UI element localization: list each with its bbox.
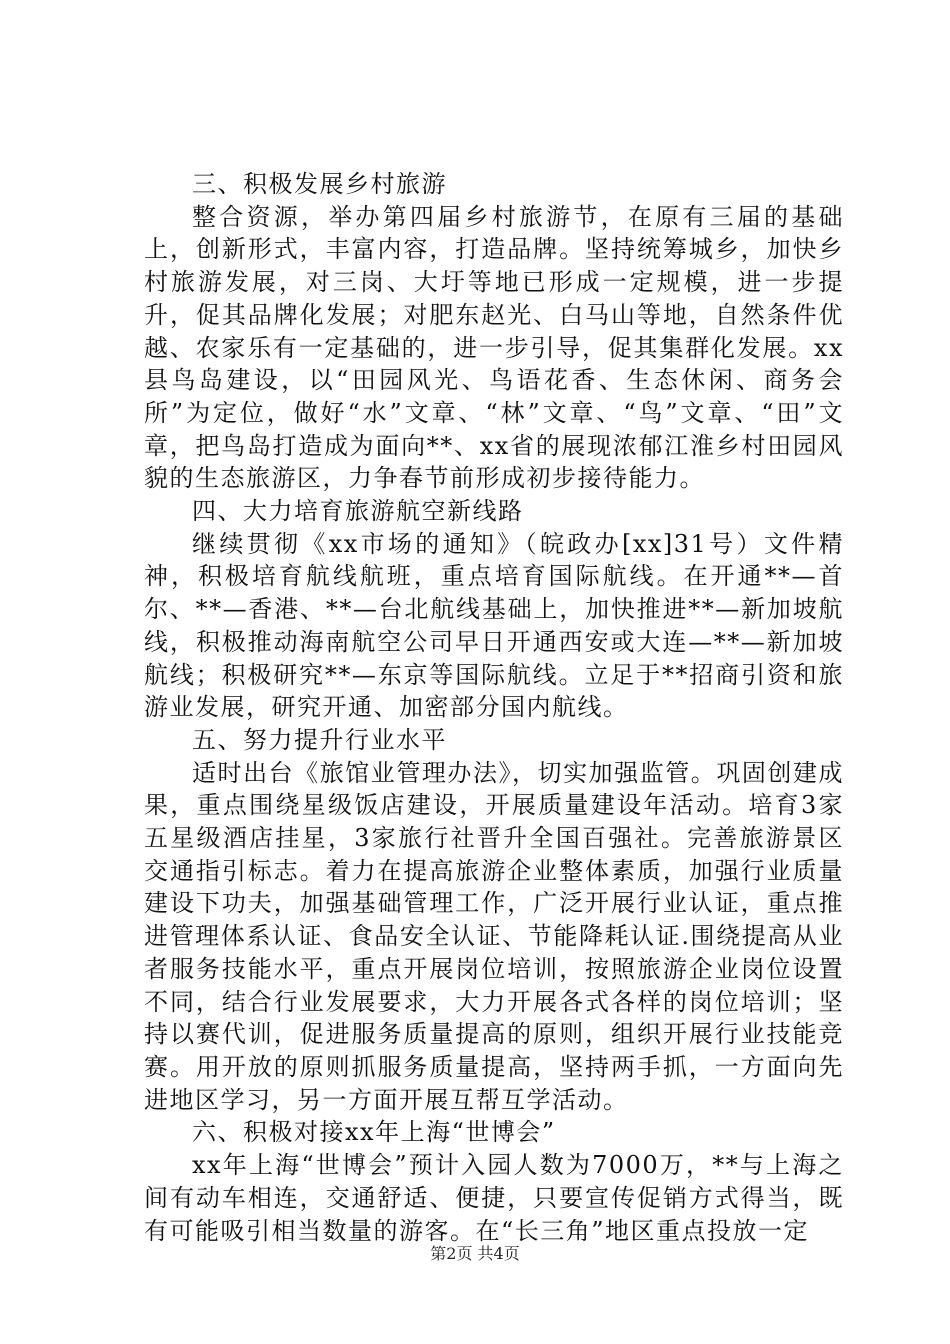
section-heading-expo: 六、积极对接xx年上海“世博会”	[192, 1118, 556, 1147]
section-paragraph-industry-level: 适时出台《旅馆业管理办法》，切实加强监管。巩固创建成果，重点围绕星级饭店建设，开展质量建设年活动。培育3家五星级酒店挂星，3家旅行社晋升全国百强社。完善旅游景区交通指引标志。着力在提高旅游企业整体素质，加强行业质量建设下功夫，加强基础管理工作，广泛开展行业认证，重点推进管理体系认证、食品安全认证、节能降耗认证.围绕提高从业者服务技能水平，重点开展岗位培训，按照旅游企业岗位设置不同，结合行业发展要求，大力开展各式各样的岗位培训；坚持以赛代训，促进服务质量提高的原则，组织开展行业技能竞赛。用开放的原则抓服务质量提高，坚持两手抓，一方面向先进地区学习，另一方面开展互帮互学活动。	[144, 758, 844, 1114]
section-paragraph-air-routes: 继续贯彻《xx市场的通知》（皖政办[xx]31号）文件精神，积极培育航线航班，重点培育国际航线。在开通**—首尔、**—香港、**—台北航线基础上，加快推进**—新加坡航线，积极推动海南航空公司早日开通西安或大连—**—新加坡航线；积极研究**—东京等国际航线。立足于**招商引资和旅游业发展，研究开通、加密部分国内航线。	[144, 529, 844, 722]
section-heading-industry-level: 五、努力提升行业水平	[192, 725, 447, 754]
document-body	[144, 168, 844, 1247]
section-heading-air-routes: 四、大力培育旅游航空新线路	[192, 497, 524, 526]
page-number-footer: 第2页 共4页	[430, 1244, 520, 1263]
section-heading-rural-tourism: 三、积极发展乡村旅游	[192, 170, 447, 198]
section-paragraph-expo: xx年上海“世博会”预计入园人数为7000万，**与上海之间有动车相连，交通舒适、便捷，只要宣传促销方式得当，既有可能吸引相当数量的游客。在“长三角”地区重点投放一定	[144, 1151, 844, 1245]
section-paragraph-rural-tourism: 整合资源，举办第四届乡村旅游节，在原有三届的基础上，创新形式，丰富内容，打造品牌。坚持统筹城乡，加快乡村旅游发展，对三岗、大圩等地已形成一定规模，进一步提升，促其品牌化发展；对肥东赵光、白马山等地，自然条件优越、农家乐有一定基础的，进一步引导，促其集群化发展。xx县鸟岛建设，以“田园风光、鸟语花香、生态休闲、商务会所”为定位，做好“水”文章、“林”文章、“鸟”文章、“田”文章，把鸟岛打造成为面向**、xx省的展现浓郁江淮乡村田园风貌的生态旅游区，力争春节前形成初步接待能力。	[144, 202, 844, 493]
